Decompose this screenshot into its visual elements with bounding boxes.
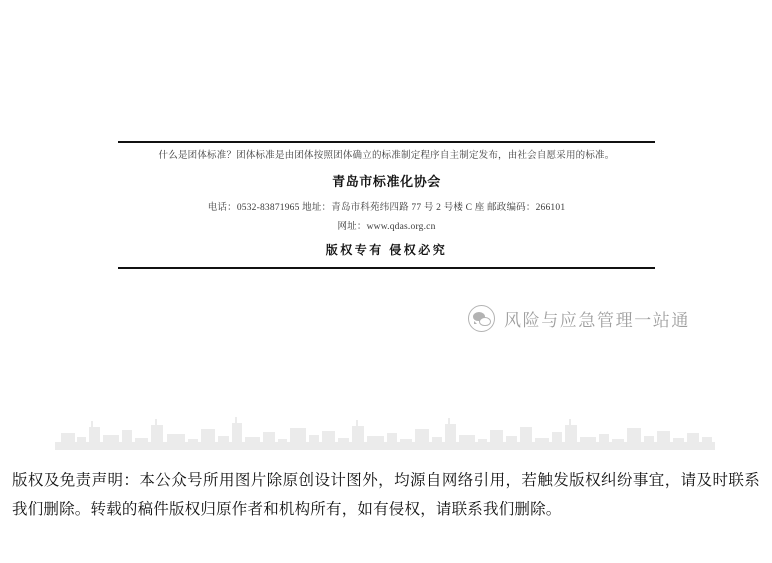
website-line: 网址：www.qdas.org.cn	[337, 222, 436, 233]
copyright-notice: 版权专有 侵权必究	[325, 243, 448, 258]
disclaimer-text: 版权及免责声明：本公众号所用图片除原创设计图外，均源自网络引用，若触发版权纠纷事宜，请及时联系我们删除。转载的稿件版权归原作者和机构所有，如有侵权，请联系我们删除。	[12, 472, 760, 518]
contact-line: 电话：0532-83871965 地址：青岛市科苑纬四路 77 号 2 号楼 C 座 邮政编码：266101	[207, 203, 566, 214]
colophon-bottom-rule	[118, 267, 655, 269]
organization-name: 青岛市标准化协会	[332, 174, 441, 190]
disclaimer-footer	[0, 455, 772, 563]
watermark-account-badge	[468, 305, 690, 332]
colophon-note: 什么是团体标准？团体标准是由团体按照团体确立的标准制定程序自主制定发布，由社会自愿采用的标准。	[158, 151, 615, 161]
city-skyline-icon	[55, 415, 715, 450]
wechat-icon	[468, 305, 495, 332]
colophon-block	[118, 141, 655, 269]
watermark-account-name: 风险与应急管理一站通	[504, 311, 690, 330]
